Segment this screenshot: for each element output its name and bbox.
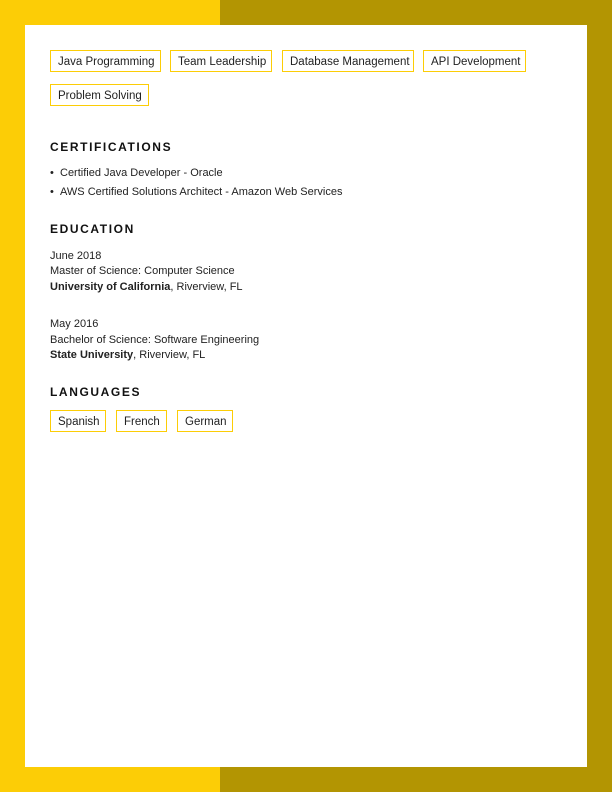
- education-school: [50, 281, 243, 293]
- certification-item: [50, 167, 223, 179]
- bullet-icon: •: [50, 167, 54, 179]
- languages-heading: LANGUAGES: [50, 385, 142, 399]
- certification-text: AWS Certified Solutions Architect - Amazon Web Services: [60, 186, 343, 198]
- education-date: May 2016: [50, 318, 99, 330]
- school-name: University of California: [50, 281, 171, 293]
- school-location: , Riverview, FL: [170, 281, 243, 293]
- language-tag: French: [116, 410, 167, 432]
- skill-tag: Problem Solving: [50, 84, 149, 106]
- bullet-icon: •: [50, 186, 54, 198]
- language-tag: Spanish: [50, 410, 106, 432]
- education-school: [50, 349, 205, 361]
- skill-tag: Database Management: [282, 50, 414, 72]
- certification-item: [50, 186, 342, 198]
- skill-tag: API Development: [423, 50, 526, 72]
- education-degree: Bachelor of Science: Software Engineering: [50, 334, 260, 346]
- education-heading: EDUCATION: [50, 222, 135, 236]
- education-date: June 2018: [50, 250, 102, 262]
- resume-page: [25, 25, 587, 767]
- school-name: State University: [50, 349, 134, 361]
- skill-tag: Team Leadership: [170, 50, 272, 72]
- certifications-heading: CERTIFICATIONS: [50, 140, 173, 154]
- education-degree: Master of Science: Computer Science: [50, 265, 235, 277]
- school-location: , Riverview, FL: [133, 349, 206, 361]
- skill-tag: Java Programming: [50, 50, 161, 72]
- language-tag: German: [177, 410, 233, 432]
- certification-text: Certified Java Developer - Oracle: [60, 167, 223, 179]
